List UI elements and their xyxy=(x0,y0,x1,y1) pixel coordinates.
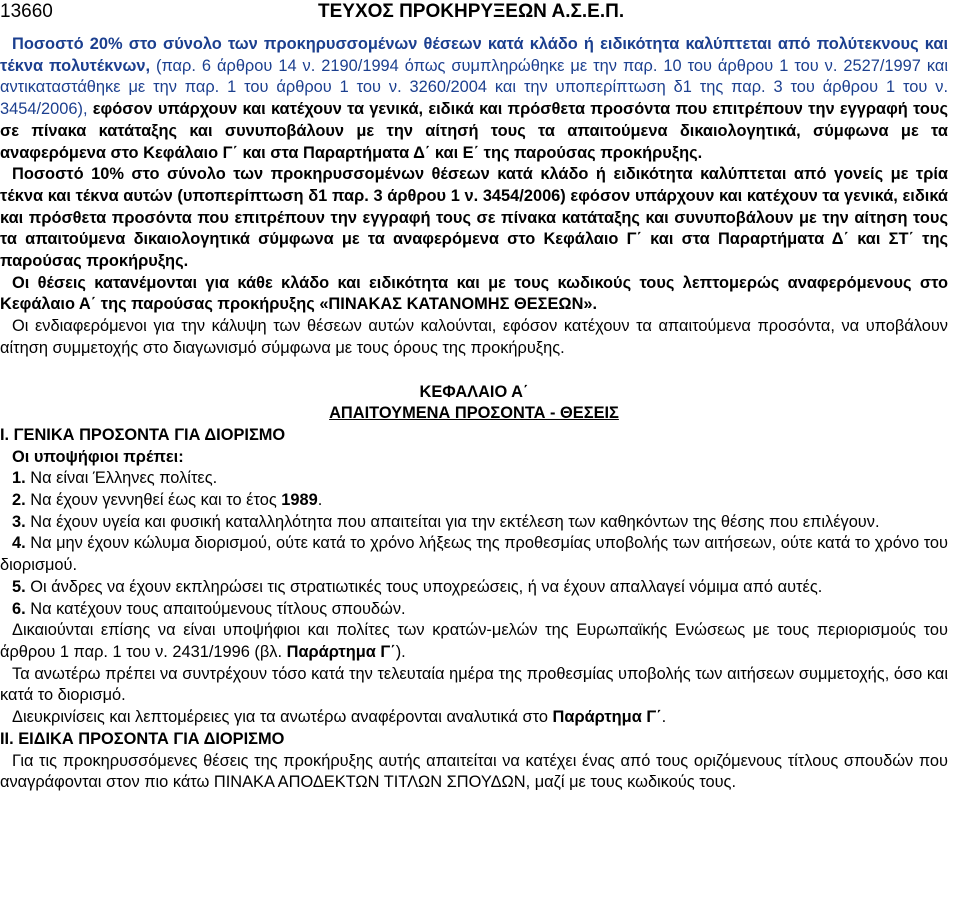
paragraph-applicants: Οι ενδιαφερόμενοι για την κάλυψη των θέσεων αυτών καλούνται, εφόσον κατέχουν τα απαιτούμενα προσόντα, να υποβάλουν αίτηση συμμετοχής στο διαγωνισμό σύμφωνα με τους όρους της προκήρυξης. xyxy=(0,317,948,357)
list-item-text: Να έχουν γεννηθεί έως και το έτος xyxy=(25,491,282,510)
spacer xyxy=(0,360,948,382)
list-item-number: 5. xyxy=(12,577,26,596)
list-item xyxy=(0,468,948,490)
list-item-text: Να κατέχουν τους απαιτούμενους τίτλους σπουδών. xyxy=(25,599,406,618)
annex-reference: Παράρτημα Γ΄ xyxy=(552,708,662,727)
list-item-tail: . xyxy=(317,491,323,510)
note-clarifications xyxy=(0,707,948,729)
note-eu-citizens xyxy=(0,620,948,663)
list-item-text: Να μην έχουν κώλυμα διορισμού, ούτε κατά το χρόνο λήξεως της προθεσμίας υποβολής των αιτήσεων, ούτε κατά το χρόνο του διορισμού. xyxy=(0,534,949,575)
list-item xyxy=(0,512,948,534)
list-item-number: 6. xyxy=(12,599,26,618)
list-item-text: Οι άνδρες να έχουν εκπληρώσει τις στρατιωτικές τους υποχρεώσεις, ή να έχουν απαλλαγεί νόμιμα από αυτές. xyxy=(25,577,823,596)
note-text: Διευκρινίσεις και λεπτομέρειες για τα ανωτέρω αναφέρονται αναλυτικά στο xyxy=(12,708,553,727)
chapter-subtitle: ΑΠΑΙΤΟΥΜΕΝΑ ΠΡΟΣΟΝΤΑ - ΘΕΣΕΙΣ xyxy=(329,404,619,423)
page-header xyxy=(0,0,960,26)
section-lead: Οι υποψήφιοι πρέπει: xyxy=(12,447,184,466)
paragraph-conditions: εφόσον υπάρχουν και κατέχουν τα γενικά, ειδικά και πρόσθετα προσόντα που επιτρέπουν την εγγραφή τους σε πίνακα κατάταξης και συνυποβάλουν με την αίτησή τους τα απαιτούμενα δικαιολογητικά, σύμφωνα με τα αναφερόμενα στο Κεφάλαιο Γ΄ και στα Παραρτήματα Δ΄ και Ε΄ της παρούσας προκήρυξης. xyxy=(0,100,948,162)
paragraph-legal-reference: (παρ. 6 άρθρου 14 ν. 2190/1994 όπως συμπληρώθηκε με την παρ. 10 του άρθρου 1 του ν. 2527/1997 και αντικαταστάθηκε με την παρ. 1 του άρθρου 1 του ν. 3260/2004 και την υποπερίπτωση δ1 της παρ. 3 του άρθρου 1 του ν. 3454/2006), xyxy=(0,56,948,119)
list-item xyxy=(0,577,948,599)
paragraph-three-children: Ποσοστό 10% στο σύνολο των προκηρυσσομένων θέσεων κατά κλάδο ή ειδικότητα καλύπτεται από γονείς με τρία τέκνα και τέκνα αυτών (υποπερίπτωση δ1 παρ. 3 άρθρου 1 ν. 3454/2006) εφόσον υπάρχουν και κατέχουν τα γενικά, ειδικά και πρόσθετα προσόντα που επιτρέπουν την εγγραφή τους σε πίνακα κατάταξης και συνυποβάλουν με την αίτηση τους τα απαιτούμενα δικαιολογητικά σύμφωνα με τα αναφερόμενα στο Κεφάλαιο Γ΄ και στα Παραρτήματα Δ΄ και ΣΤ΄ της παρούσας προκήρυξης. xyxy=(0,165,948,271)
paragraph-required-degrees: Για τις προκηρυσσόμενες θέσεις της προκήρυξης αυτής απαιτείται να κατέχει ένας από τους οριζόμενους τίτλους σπουδών που αναγράφονται στον πιο κάτω ΠΙΝΑΚΑ ΑΠΟΔΕΚΤΩΝ ΤΙΤΛΩΝ ΣΠΟΥΔΩΝ, μαζί με τους κωδικούς τους. xyxy=(0,751,948,792)
paragraph-large-families xyxy=(0,34,948,164)
birth-year: 1989 xyxy=(281,491,318,510)
list-item-number: 3. xyxy=(12,512,26,531)
list-item-number: 4. xyxy=(12,534,26,553)
list-item xyxy=(0,533,948,576)
note-text-tail: . xyxy=(661,708,667,727)
document-body xyxy=(0,34,948,794)
list-item xyxy=(0,599,948,621)
paragraph-lead-bold: Ποσοστό 20% στο σύνολο των προκηρυσσομένων θέσεων κατά κλάδο ή ειδικότητα καλύπτεται από πολύτεκνους και τέκνα πολυτέκνων, xyxy=(0,35,948,75)
gazette-title: ΤΕΥΧΟΣ ΠΡΟΚΗΡΥΞΕΩΝ Α.Σ.Ε.Π. xyxy=(318,1,625,22)
page-number: 13660 xyxy=(0,1,53,22)
note-deadline: Τα ανωτέρω πρέπει να συντρέχουν τόσο κατά την τελευταία ημέρα της προθεσμίας υποβολής των αιτήσεων συμμετοχής, όσο και κατά το διορισμό. xyxy=(0,664,948,705)
note-text-tail: ). xyxy=(395,642,406,661)
annex-reference: Παράρτημα Γ΄ xyxy=(286,642,396,661)
list-item-number: 2. xyxy=(12,491,26,510)
list-item-text: Να έχουν υγεία και φυσική καταλληλότητα που απαιτείται για την εκτέλεση των καθηκόντων της θέσης που επιλέγουν. xyxy=(25,512,880,531)
section-heading-specific: ΙΙ. ΕΙΔΙΚΑ ΠΡΟΣΟΝΤΑ ΓΙΑ ΔΙΟΡΙΣΜΟ xyxy=(0,729,285,748)
list-item-text: Να είναι Έλληνες πολίτες. xyxy=(25,469,218,488)
list-item xyxy=(0,490,948,512)
section-heading-general: Ι. ΓΕΝΙΚΑ ΠΡΟΣΟΝΤΑ ΓΙΑ ΔΙΟΡΙΣΜΟ xyxy=(0,425,286,444)
list-item-number: 1. xyxy=(12,469,26,488)
paragraph-positions-allocation: Οι θέσεις κατανέμονται για κάθε κλάδο και ειδικότητα και με τους κωδικούς τους λεπτομερώς αναφερόμενους στο Κεφάλαιο Α΄ της παρούσας προκήρυξης «ΠΙΝΑΚΑΣ ΚΑΤΑΝΟΜΗΣ ΘΕΣΕΩΝ». xyxy=(0,273,948,314)
note-text: Δικαιούνται επίσης να είναι υποψήφιοι και πολίτες των κρατών-μελών της Ευρωπαϊκής Ενώσεως με τους περιορισμούς του άρθρου 1 παρ. 1 του ν. 2431/1996 (βλ. xyxy=(0,621,948,661)
chapter-title: ΚΕΦΑΛΑΙΟ Α΄ xyxy=(419,382,529,401)
